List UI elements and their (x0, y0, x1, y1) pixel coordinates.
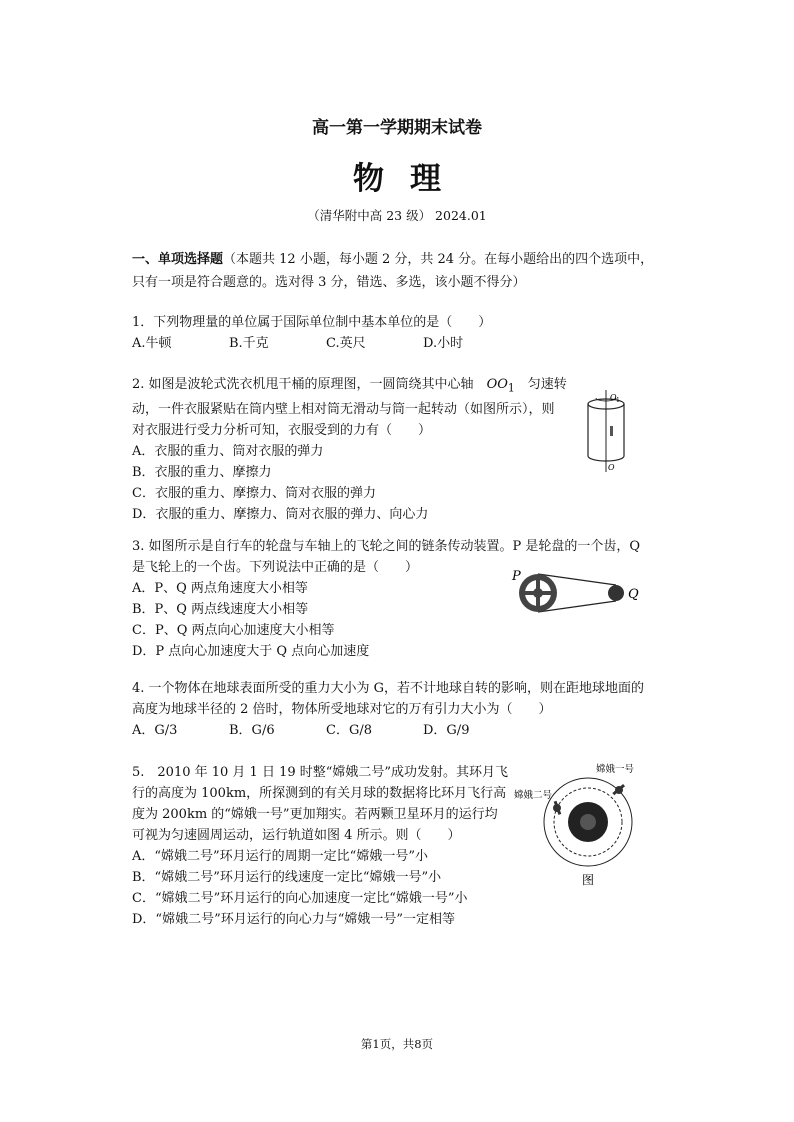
option-b: B．衣服的重力、摩擦力 (132, 464, 272, 480)
axis-top-sub: 1 (616, 397, 620, 404)
option-c: C．P、Q 两点向心加速度大小相等 (132, 623, 335, 638)
option-row (132, 333, 662, 354)
question-5 (132, 762, 512, 846)
option-d: D．G/9 (423, 723, 470, 738)
stem-text: 2. 如图是波轮式洗衣机甩干桶的原理图，一圆筒绕其中心轴 (132, 377, 474, 392)
chain-drive-figure (508, 566, 648, 620)
option-b: B．G/6 (229, 723, 275, 738)
question-stem-line: 5. 2010 年 10 月 1 日 19 时整“嫦娥二号”成功发射。其环月飞 (132, 765, 509, 780)
option-c: C．G/8 (326, 723, 372, 738)
exam-meta: （清华附中高 23 级） 2024.01 (307, 208, 487, 223)
option-a: A．P、Q 两点角速度大小相等 (132, 581, 308, 596)
axis-subscript: 1 (507, 381, 515, 395)
option-a: A．“嫦娥二号”环月运行的周期一定比“嫦娥一号”小 (132, 849, 428, 864)
question-stem-line: 高度为地球半径的 2 倍时，物体所受地球对它的万有引力大小为（ ） (132, 702, 552, 717)
option-c: C.英尺 (326, 336, 366, 351)
figure-caption: 图 (582, 873, 595, 887)
option-d: D.小时 (423, 336, 464, 351)
chainring-spoke (525, 591, 551, 595)
subject-title: 物理 (353, 161, 467, 197)
option-b: B.千克 (229, 336, 269, 351)
stem-text: 匀速转 (527, 377, 567, 392)
question-4 (132, 678, 672, 741)
spin-drum-figure (576, 388, 636, 474)
question-1 (132, 312, 662, 354)
option-row (132, 720, 672, 741)
satellite-2-label: 嫦娥二号 (514, 790, 553, 801)
question-5-options (132, 846, 532, 930)
question-stem-line: 4. 一个物体在地球表面所受的重力大小为 G，若不计地球自转的影响，则在距地球地面的 (132, 681, 645, 696)
axis-label: OO (486, 377, 508, 392)
question-stem-line: 3. 如图所示是自行车的轮盘与车轴上的飞轮之间的链条传动装置。P 是轮盘的一个齿，Q (132, 539, 641, 554)
question-stem-line: 行的高度为 100km，所探测到的有关月球的数据将比环月飞行高 (132, 786, 507, 801)
clothing-piece (610, 426, 613, 436)
axis-top-label: O (610, 393, 617, 402)
option-c: C．“嫦娥二号”环月运行的向心加速度一定比“嫦娥一号”小 (132, 891, 468, 906)
lunar-orbit-figure (512, 758, 652, 892)
point-q-label: Q (628, 587, 639, 602)
option-b: B．“嫦娥二号”环月运行的线速度一定比“嫦娥一号”小 (132, 870, 442, 885)
question-stem: 1．下列物理量的单位属于国际单位制中基本单位的是（ ） (132, 315, 492, 330)
point-p-label: P (512, 569, 521, 584)
section-heading: 一、单项选择题 (132, 252, 224, 267)
section-text: （本题共 12 小题，每小题 2 分，共 24 分。在每小题给出的四个选项中，只有一项是符合题意的。选对得 3 分，错选、多选，该小题不得分） (132, 252, 654, 290)
option-a: A.牛顿 (132, 336, 172, 351)
moon-detail (580, 814, 596, 830)
question-stem-line: 动，一件衣服紧贴在筒内壁上相对筒无滑动与筒一起转动（如图所示），则 (132, 401, 555, 417)
option-b: B．P、Q 两点线速度大小相等 (132, 602, 309, 617)
axis-bottom-label: O (608, 463, 615, 472)
option-d: D．“嫦娥二号”环月运行的向心力与“嫦娥一号”一定相等 (132, 912, 456, 927)
option-d: D．衣服的重力、摩擦力、筒对衣服的弹力、向心力 (132, 506, 429, 522)
exam-title: 高一第一学期期末试卷 (312, 118, 482, 138)
section-instructions (132, 248, 662, 294)
option-a: A．衣服的重力、筒对衣服的弹力 (132, 443, 324, 459)
satellite-1-label: 嫦娥一号 (596, 764, 635, 775)
question-stem-line: 可视为匀速圆周运动，运行轨道如图 4 所示。则（ ） (132, 828, 461, 843)
page-footer: 第1页，共8页 (360, 1037, 434, 1051)
question-stem-line: 度为 200km 的“嫦娥一号”更加翔实。若两颗卫星环月的运行均 (132, 807, 498, 822)
question-stem-line: 对衣服进行受力分析可知，衣服受到的力有（ ） (132, 422, 432, 438)
question-stem-line: 是飞轮上的一个齿。下列说法中正确的是（ ） (132, 560, 419, 575)
option-d: D．P 点向心加速度大于 Q 点向心加速度 (132, 644, 370, 659)
flywheel (608, 585, 624, 601)
option-c: C．衣服的重力、摩擦力、筒对衣服的弹力 (132, 485, 376, 501)
option-a: A．G/3 (132, 723, 178, 738)
